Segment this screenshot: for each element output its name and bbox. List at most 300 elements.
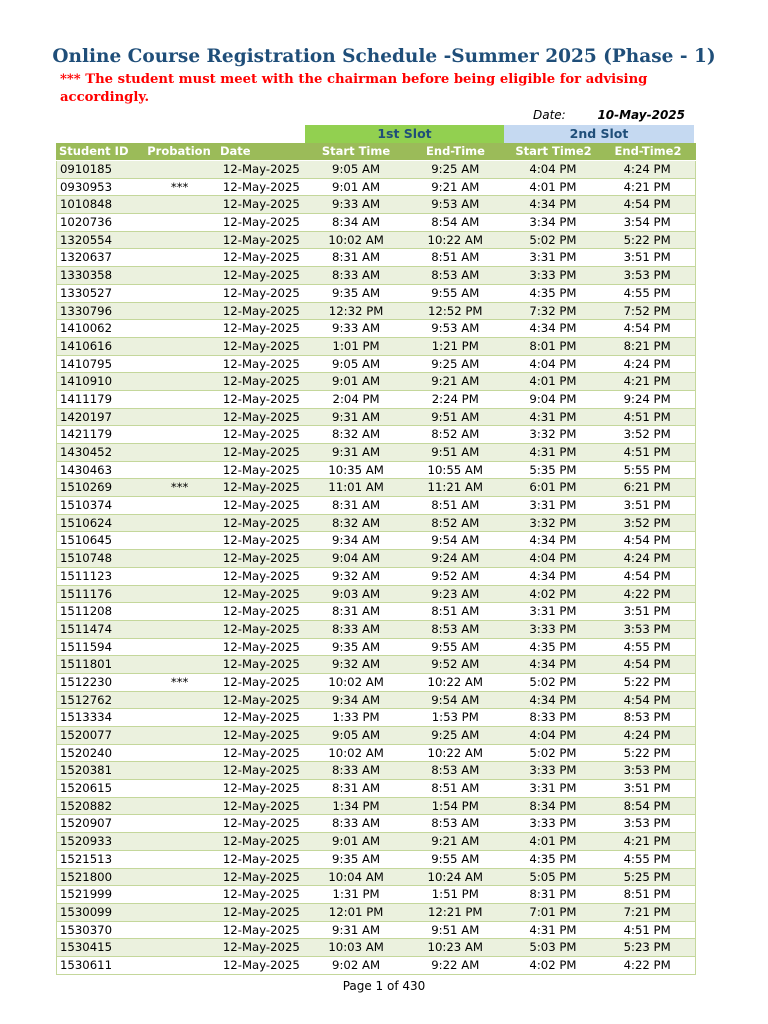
table-row bbox=[56, 515, 696, 533]
probation-cell bbox=[145, 904, 215, 921]
end-time2-cell: 4:24 PM bbox=[623, 356, 671, 371]
end-time2-cell: 8:21 PM bbox=[623, 338, 671, 353]
date-cell: 12-May-2025 bbox=[222, 356, 300, 371]
start-time2-cell: 7:01 PM bbox=[529, 904, 577, 919]
probation-cell bbox=[145, 692, 215, 709]
student-id-cell: 1520933 bbox=[60, 834, 113, 849]
end-time-cell: 9:25 AM bbox=[431, 728, 480, 742]
end-time2-cell: 4:21 PM bbox=[623, 374, 671, 389]
table-row bbox=[56, 373, 696, 391]
date-cell: 12-May-2025 bbox=[222, 568, 300, 583]
end-time2-cell: 3:52 PM bbox=[623, 427, 671, 442]
end-time-cell: 9:25 AM bbox=[431, 162, 480, 176]
student-id-cell: 1430463 bbox=[60, 462, 113, 477]
student-id-cell: 1511474 bbox=[60, 621, 113, 636]
table-row bbox=[56, 267, 696, 285]
end-time2-cell: 4:22 PM bbox=[623, 957, 671, 972]
start-time2-cell: 3:32 PM bbox=[529, 515, 577, 530]
end-time-cell: 8:53 AM bbox=[431, 621, 480, 636]
end-time-cell: 9:23 AM bbox=[431, 586, 480, 601]
table-row bbox=[56, 179, 696, 197]
end-time2-cell: 7:52 PM bbox=[623, 303, 671, 318]
student-id-cell: 1410616 bbox=[60, 338, 113, 353]
student-id-cell: 1020736 bbox=[60, 215, 113, 230]
start-time-cell: 10:04 AM bbox=[328, 869, 384, 884]
probation-cell bbox=[145, 762, 215, 779]
end-time2-cell: 5:23 PM bbox=[623, 940, 671, 955]
date-cell: 12-May-2025 bbox=[222, 940, 300, 955]
start-time-cell: 1:33 PM bbox=[332, 710, 380, 725]
student-id-cell: 1513334 bbox=[60, 710, 113, 725]
end-time2-cell: 5:22 PM bbox=[623, 745, 671, 760]
end-time2-cell: 3:53 PM bbox=[623, 816, 671, 831]
end-time2-cell: 4:51 PM bbox=[623, 922, 671, 937]
date-cell: 12-May-2025 bbox=[222, 781, 300, 796]
table-row bbox=[56, 444, 696, 462]
end-time-cell: 9:53 AM bbox=[431, 197, 480, 212]
student-id-cell: 1511123 bbox=[60, 568, 113, 583]
start-time-cell: 8:32 AM bbox=[332, 515, 381, 530]
header-start-time2: Start Time2 bbox=[515, 144, 592, 158]
start-time-cell: 9:33 AM bbox=[332, 321, 381, 336]
start-time2-cell: 4:04 PM bbox=[529, 162, 577, 176]
probation-cell: *** bbox=[170, 179, 189, 194]
end-time2-cell: 7:21 PM bbox=[623, 904, 671, 919]
probation-cell bbox=[145, 639, 215, 656]
student-id-cell: 1520907 bbox=[60, 816, 113, 831]
end-time2-cell: 3:51 PM bbox=[623, 781, 671, 796]
start-time2-cell: 4:34 PM bbox=[529, 321, 577, 336]
table-row bbox=[56, 851, 696, 869]
start-time2-cell: 8:34 PM bbox=[529, 798, 577, 813]
end-time2-cell: 3:53 PM bbox=[623, 621, 671, 636]
student-id-cell: 1520381 bbox=[60, 763, 113, 778]
end-time-cell: 9:54 AM bbox=[431, 533, 480, 548]
end-time2-cell: 4:24 PM bbox=[623, 162, 671, 176]
end-time-cell: 9:52 AM bbox=[431, 657, 480, 672]
student-id-cell: 1010848 bbox=[60, 197, 113, 212]
table-row bbox=[56, 762, 696, 780]
end-time-cell: 9:24 AM bbox=[431, 551, 480, 566]
start-time-cell: 9:05 AM bbox=[332, 356, 381, 371]
start-time-cell: 9:32 AM bbox=[332, 657, 381, 672]
end-time-cell: 9:21 AM bbox=[431, 374, 480, 389]
probation-cell bbox=[145, 833, 215, 850]
table-row bbox=[56, 939, 696, 957]
student-id-cell: 1420197 bbox=[60, 409, 113, 424]
probation-cell bbox=[145, 303, 215, 320]
student-id-cell: 1510624 bbox=[60, 515, 113, 530]
end-time2-cell: 4:24 PM bbox=[623, 728, 671, 742]
table-row bbox=[56, 727, 696, 745]
table-row bbox=[56, 886, 696, 904]
start-time-cell: 9:31 AM bbox=[332, 409, 381, 424]
table-row bbox=[56, 479, 696, 497]
start-time2-cell: 3:31 PM bbox=[529, 781, 577, 796]
end-time2-cell: 3:51 PM bbox=[623, 250, 671, 265]
date-cell: 12-May-2025 bbox=[222, 162, 300, 176]
start-time-cell: 10:02 AM bbox=[328, 232, 384, 247]
probation-cell bbox=[145, 532, 215, 549]
student-id-cell: 1512230 bbox=[60, 674, 113, 689]
table-row bbox=[56, 922, 696, 940]
probation-cell bbox=[145, 727, 215, 744]
start-time2-cell: 3:31 PM bbox=[529, 498, 577, 513]
start-time-cell: 9:01 AM bbox=[332, 179, 381, 194]
table-row bbox=[56, 196, 696, 214]
table-row bbox=[56, 409, 696, 427]
date-cell: 12-May-2025 bbox=[222, 250, 300, 265]
start-time-cell: 9:35 AM bbox=[332, 285, 381, 300]
start-time2-cell: 4:35 PM bbox=[529, 851, 577, 866]
student-id-cell: 0910185 bbox=[60, 162, 113, 176]
start-time2-cell: 4:34 PM bbox=[529, 657, 577, 672]
end-time2-cell: 4:54 PM bbox=[623, 657, 671, 672]
start-time-cell: 8:33 AM bbox=[332, 621, 381, 636]
start-time2-cell: 5:02 PM bbox=[529, 674, 577, 689]
end-time2-cell: 4:21 PM bbox=[623, 834, 671, 849]
table-row bbox=[56, 320, 696, 338]
start-time2-cell: 4:35 PM bbox=[529, 639, 577, 654]
end-time-cell: 8:52 AM bbox=[431, 427, 480, 442]
table-row bbox=[56, 497, 696, 515]
header-student-id: Student ID bbox=[59, 144, 129, 158]
student-id-cell: 1511208 bbox=[60, 604, 113, 619]
start-time2-cell: 7:32 PM bbox=[529, 303, 577, 318]
end-time2-cell: 6:21 PM bbox=[623, 480, 671, 495]
start-time-cell: 9:01 AM bbox=[332, 374, 381, 389]
start-time2-cell: 3:31 PM bbox=[529, 250, 577, 265]
date-cell: 12-May-2025 bbox=[222, 338, 300, 353]
date-cell: 12-May-2025 bbox=[222, 462, 300, 477]
start-time2-cell: 5:05 PM bbox=[529, 869, 577, 884]
student-id-cell: 1320637 bbox=[60, 250, 113, 265]
student-id-cell: 1521513 bbox=[60, 851, 113, 866]
end-time2-cell: 4:22 PM bbox=[623, 586, 671, 601]
start-time-cell: 10:03 AM bbox=[328, 940, 384, 955]
end-time-cell: 9:52 AM bbox=[431, 568, 480, 583]
student-id-cell: 1520882 bbox=[60, 798, 113, 813]
end-time2-cell: 3:53 PM bbox=[623, 268, 671, 283]
date-cell: 12-May-2025 bbox=[222, 674, 300, 689]
start-time2-cell: 4:04 PM bbox=[529, 356, 577, 371]
table-row bbox=[56, 709, 696, 727]
start-time2-cell: 5:02 PM bbox=[529, 745, 577, 760]
start-time2-cell: 4:31 PM bbox=[529, 922, 577, 937]
start-time-cell: 10:02 AM bbox=[328, 745, 384, 760]
student-id-cell: 1510374 bbox=[60, 498, 113, 513]
start-time2-cell: 8:31 PM bbox=[529, 887, 577, 902]
date-cell: 12-May-2025 bbox=[222, 922, 300, 937]
end-time-cell: 1:53 PM bbox=[431, 710, 479, 725]
table-row bbox=[56, 426, 696, 444]
end-time2-cell: 4:54 PM bbox=[623, 197, 671, 212]
probation-cell bbox=[145, 338, 215, 355]
probation-cell bbox=[145, 373, 215, 390]
end-time-cell: 8:51 AM bbox=[431, 604, 480, 619]
start-time-cell: 8:31 AM bbox=[332, 604, 381, 619]
start-time2-cell: 4:35 PM bbox=[529, 285, 577, 300]
student-id-cell: 1410062 bbox=[60, 321, 113, 336]
start-time-cell: 8:32 AM bbox=[332, 427, 381, 442]
start-time2-cell: 4:31 PM bbox=[529, 409, 577, 424]
probation-cell bbox=[145, 391, 215, 408]
date-cell: 12-May-2025 bbox=[222, 639, 300, 654]
date-cell: 12-May-2025 bbox=[222, 710, 300, 725]
slot-header-row bbox=[56, 125, 696, 143]
page-title: Online Course Registration Schedule -Summer 2025 (Phase - 1) bbox=[52, 46, 716, 67]
end-time2-cell: 4:54 PM bbox=[623, 568, 671, 583]
end-time-cell: 9:55 AM bbox=[431, 285, 480, 300]
end-time-cell: 12:21 PM bbox=[427, 904, 483, 919]
student-id-cell: 1410795 bbox=[60, 356, 113, 371]
end-time-cell: 8:53 AM bbox=[431, 763, 480, 778]
probation-cell bbox=[145, 886, 215, 903]
table-row bbox=[56, 603, 696, 621]
end-time-cell: 8:53 AM bbox=[431, 816, 480, 831]
table-row bbox=[56, 692, 696, 710]
end-time2-cell: 4:55 PM bbox=[623, 851, 671, 866]
start-time-cell: 9:05 AM bbox=[332, 162, 381, 176]
probation-cell bbox=[145, 515, 215, 532]
date-cell: 12-May-2025 bbox=[222, 515, 300, 530]
start-time-cell: 8:33 AM bbox=[332, 268, 381, 283]
probation-cell bbox=[145, 285, 215, 302]
end-time2-cell: 3:54 PM bbox=[623, 215, 671, 230]
start-time2-cell: 4:04 PM bbox=[529, 551, 577, 566]
date-cell: 12-May-2025 bbox=[222, 745, 300, 760]
start-time-cell: 8:31 AM bbox=[332, 781, 381, 796]
probation-cell bbox=[145, 196, 215, 213]
start-time-cell: 12:32 PM bbox=[328, 303, 384, 318]
table-row bbox=[56, 532, 696, 550]
end-time-cell: 8:54 AM bbox=[431, 215, 480, 230]
student-id-cell: 1410910 bbox=[60, 374, 113, 389]
header-date: Date bbox=[220, 144, 251, 158]
student-id-cell: 1530415 bbox=[60, 940, 113, 955]
student-id-cell: 1320554 bbox=[60, 232, 113, 247]
date-cell: 12-May-2025 bbox=[222, 798, 300, 813]
end-time-cell: 1:21 PM bbox=[431, 338, 479, 353]
student-id-cell: 1330358 bbox=[60, 268, 113, 283]
date-cell: 12-May-2025 bbox=[222, 869, 300, 884]
end-time-cell: 1:54 PM bbox=[431, 798, 479, 813]
start-time2-cell: 3:33 PM bbox=[529, 816, 577, 831]
date-cell: 12-May-2025 bbox=[222, 179, 300, 194]
start-time-cell: 12:01 PM bbox=[328, 904, 384, 919]
start-time2-cell: 4:34 PM bbox=[529, 692, 577, 707]
header-probation: Probation bbox=[147, 144, 211, 158]
start-time2-cell: 4:02 PM bbox=[529, 957, 577, 972]
date-cell: 12-May-2025 bbox=[222, 887, 300, 902]
end-time2-cell: 3:52 PM bbox=[623, 515, 671, 530]
table-row bbox=[56, 214, 696, 232]
student-id-cell: 1510748 bbox=[60, 551, 113, 566]
end-time-cell: 9:54 AM bbox=[431, 692, 480, 707]
end-time2-cell: 8:54 PM bbox=[623, 798, 671, 813]
start-time-cell: 9:01 AM bbox=[332, 834, 381, 849]
student-id-cell: 1520240 bbox=[60, 745, 113, 760]
start-time2-cell: 5:03 PM bbox=[529, 940, 577, 955]
start-time2-cell: 4:01 PM bbox=[529, 179, 577, 194]
start-time-cell: 9:04 AM bbox=[332, 551, 381, 566]
end-time2-cell: 5:22 PM bbox=[623, 674, 671, 689]
student-id-cell: 1530099 bbox=[60, 904, 113, 919]
start-time2-cell: 3:32 PM bbox=[529, 427, 577, 442]
student-id-cell: 1520615 bbox=[60, 781, 113, 796]
date-cell: 12-May-2025 bbox=[222, 215, 300, 230]
end-time-cell: 10:22 AM bbox=[427, 674, 483, 689]
probation-cell bbox=[145, 922, 215, 939]
student-id-cell: 1510645 bbox=[60, 533, 113, 548]
date-cell: 12-May-2025 bbox=[222, 427, 300, 442]
student-id-cell: 1510269 bbox=[60, 480, 113, 495]
start-time-cell: 10:35 AM bbox=[328, 462, 384, 477]
probation-cell bbox=[145, 780, 215, 797]
start-time-cell: 9:32 AM bbox=[332, 568, 381, 583]
end-time-cell: 9:55 AM bbox=[431, 851, 480, 866]
end-time2-cell: 3:51 PM bbox=[623, 498, 671, 513]
header-end-time: End-Time bbox=[426, 144, 485, 158]
start-time-cell: 9:34 AM bbox=[332, 533, 381, 548]
start-time2-cell: 4:34 PM bbox=[529, 533, 577, 548]
student-id-cell: 1421179 bbox=[60, 427, 113, 442]
end-time-cell: 9:55 AM bbox=[431, 639, 480, 654]
end-time-cell: 9:22 AM bbox=[431, 957, 480, 972]
probation-cell bbox=[145, 815, 215, 832]
table-row bbox=[56, 568, 696, 586]
table-row bbox=[56, 249, 696, 267]
student-id-cell: 1530611 bbox=[60, 957, 113, 972]
table-row bbox=[56, 869, 696, 887]
student-id-cell: 1520077 bbox=[60, 728, 113, 742]
probation-cell bbox=[145, 957, 215, 974]
start-time-cell: 9:35 AM bbox=[332, 851, 381, 866]
probation-cell: *** bbox=[170, 480, 189, 495]
end-time-cell: 10:24 AM bbox=[427, 869, 483, 884]
table-row bbox=[56, 780, 696, 798]
end-time-cell: 11:21 AM bbox=[427, 480, 483, 495]
date-cell: 12-May-2025 bbox=[222, 586, 300, 601]
start-time2-cell: 4:34 PM bbox=[529, 197, 577, 212]
start-time2-cell: 3:33 PM bbox=[529, 763, 577, 778]
table-row bbox=[56, 798, 696, 816]
date-cell: 12-May-2025 bbox=[222, 232, 300, 247]
schedule-table bbox=[56, 125, 696, 975]
probation-cell bbox=[145, 444, 215, 461]
end-time2-cell: 4:55 PM bbox=[623, 285, 671, 300]
student-id-cell: 1430452 bbox=[60, 445, 113, 459]
start-time-cell: 1:01 PM bbox=[332, 338, 380, 353]
student-id-cell: 1512762 bbox=[60, 692, 113, 707]
end-time-cell: 8:52 AM bbox=[431, 515, 480, 530]
probation-cell bbox=[145, 869, 215, 886]
probation-cell bbox=[145, 249, 215, 266]
probation-cell bbox=[145, 267, 215, 284]
end-time-cell: 10:55 AM bbox=[427, 462, 483, 477]
date-cell: 12-May-2025 bbox=[222, 374, 300, 389]
date-cell: 12-May-2025 bbox=[222, 816, 300, 831]
table-row bbox=[56, 285, 696, 303]
table-row bbox=[56, 161, 696, 179]
probation-cell bbox=[145, 497, 215, 514]
end-time2-cell: 4:51 PM bbox=[623, 409, 671, 424]
probation-cell bbox=[145, 426, 215, 443]
start-time2-cell: 3:33 PM bbox=[529, 268, 577, 283]
date-cell: 12-May-2025 bbox=[222, 728, 300, 742]
date-cell: 12-May-2025 bbox=[222, 834, 300, 849]
start-time-cell: 9:34 AM bbox=[332, 692, 381, 707]
date-label: Date: bbox=[533, 108, 566, 122]
table-row bbox=[56, 815, 696, 833]
start-time-cell: 9:33 AM bbox=[332, 197, 381, 212]
start-time-cell: 8:33 AM bbox=[332, 816, 381, 831]
student-id-cell: 1411179 bbox=[60, 391, 113, 406]
end-time-cell: 9:51 AM bbox=[431, 922, 480, 937]
probation-cell bbox=[145, 462, 215, 479]
date-cell: 12-May-2025 bbox=[222, 851, 300, 866]
end-time2-cell: 4:24 PM bbox=[623, 551, 671, 566]
start-time-cell: 8:34 AM bbox=[332, 215, 381, 230]
end-time-cell: 8:51 AM bbox=[431, 781, 480, 796]
start-time-cell: 9:31 AM bbox=[332, 445, 381, 459]
end-time-cell: 9:21 AM bbox=[431, 179, 480, 194]
date-cell: 12-May-2025 bbox=[222, 391, 300, 406]
end-time-cell: 9:53 AM bbox=[431, 321, 480, 336]
date-cell: 12-May-2025 bbox=[222, 321, 300, 336]
table-row bbox=[56, 586, 696, 604]
table-row bbox=[56, 904, 696, 922]
date-cell: 12-May-2025 bbox=[222, 904, 300, 919]
start-time-cell: 9:35 AM bbox=[332, 639, 381, 654]
probation-cell bbox=[145, 656, 215, 673]
probation-cell bbox=[145, 939, 215, 956]
table-row bbox=[56, 232, 696, 250]
start-time-cell: 8:33 AM bbox=[332, 763, 381, 778]
table-row bbox=[56, 303, 696, 321]
student-id-cell: 1511594 bbox=[60, 639, 113, 654]
start-time2-cell: 5:02 PM bbox=[529, 232, 577, 247]
student-id-cell: 1530370 bbox=[60, 922, 113, 937]
start-time-cell: 11:01 AM bbox=[328, 480, 384, 495]
start-time-cell: 8:31 AM bbox=[332, 498, 381, 513]
date-cell: 12-May-2025 bbox=[222, 621, 300, 636]
table-row bbox=[56, 745, 696, 763]
start-time-cell: 1:31 PM bbox=[332, 887, 380, 902]
table-body bbox=[56, 161, 696, 975]
student-id-cell: 1521800 bbox=[60, 869, 113, 884]
end-time-cell: 2:24 PM bbox=[431, 391, 479, 406]
start-time2-cell: 5:35 PM bbox=[529, 462, 577, 477]
date-cell: 12-May-2025 bbox=[222, 604, 300, 619]
probation-cell bbox=[145, 603, 215, 620]
probation-cell bbox=[145, 621, 215, 638]
end-time2-cell: 5:22 PM bbox=[623, 232, 671, 247]
date-cell: 12-May-2025 bbox=[222, 409, 300, 424]
end-time2-cell: 4:55 PM bbox=[623, 639, 671, 654]
date-cell: 12-May-2025 bbox=[222, 533, 300, 548]
end-time2-cell: 5:55 PM bbox=[623, 462, 671, 477]
end-time2-cell: 3:51 PM bbox=[623, 604, 671, 619]
table-row bbox=[56, 656, 696, 674]
start-time2-cell: 9:04 PM bbox=[529, 391, 577, 406]
table-row bbox=[56, 356, 696, 374]
probation-cell bbox=[145, 568, 215, 585]
end-time2-cell: 8:53 PM bbox=[623, 710, 671, 725]
end-time-cell: 9:51 AM bbox=[431, 409, 480, 424]
column-header-row bbox=[56, 143, 696, 161]
start-time-cell: 2:04 PM bbox=[332, 391, 380, 406]
